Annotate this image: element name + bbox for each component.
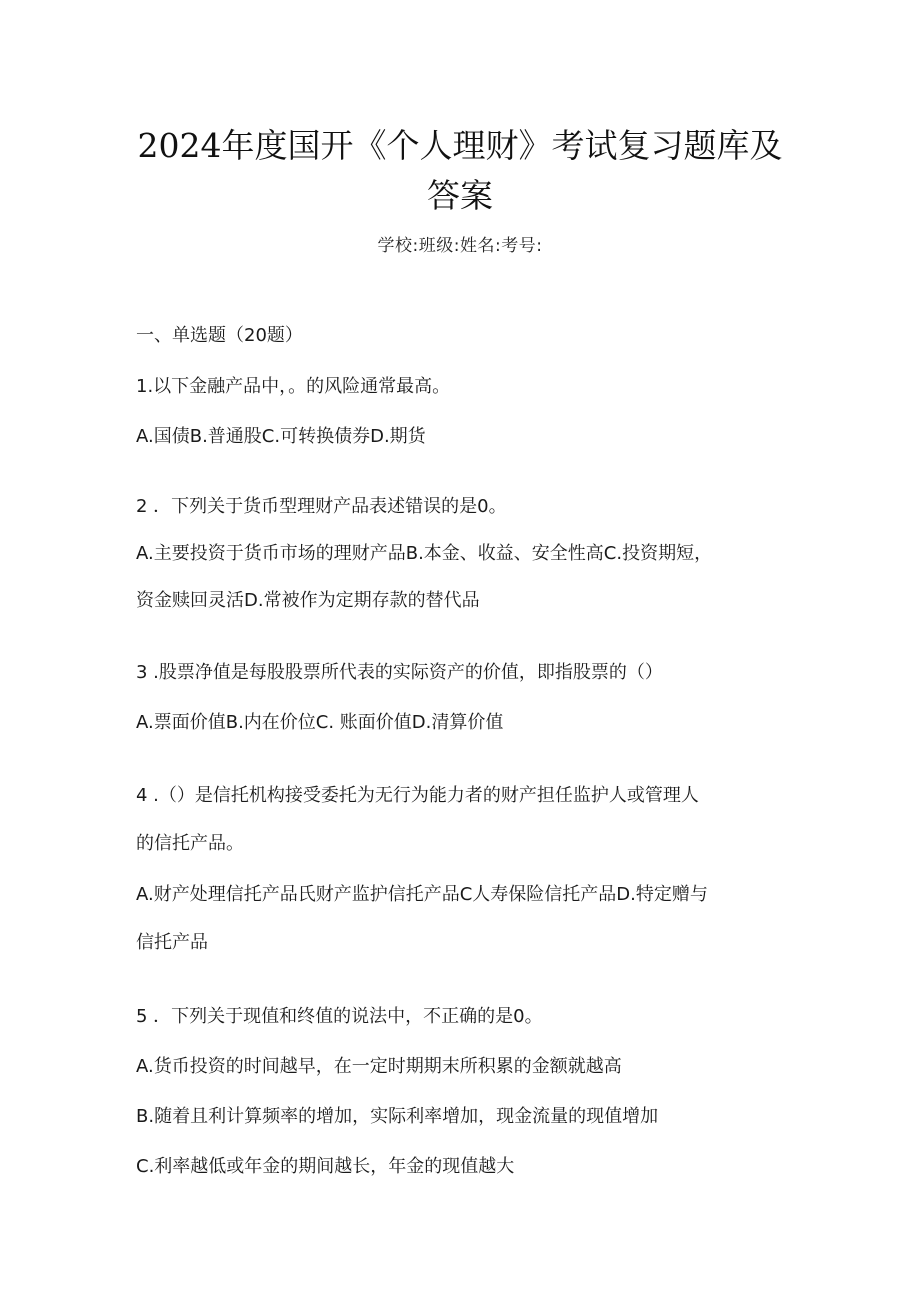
question-3-options: A.票面价值B.内在价位C. 账面价值D.清算价值 [136, 712, 504, 733]
question-5-option-a: A.货币投资的时间越早，在一定时期期末所积累的金额就越高 [136, 1056, 622, 1077]
question-2-options-line-2: 资金赎回灵活D.常被作为定期存款的替代品 [136, 590, 480, 611]
question-4-stem-line-1: 4 .（）是信托机构接受委托为无行为能力者的财产担任监护人或管理人 [136, 785, 699, 806]
question-5-option-c: C.利率越低或年金的期间越长，年金的现值越大 [136, 1156, 515, 1177]
question-2-stem: 2 ．下列关于货币型理财产品表述错误的是0。 [136, 496, 507, 517]
student-info-line: 学校:班级:姓名:考号: [377, 236, 543, 256]
document-title-line-1: 2024年度国开《个人理财》考试复习题库及 [137, 126, 783, 165]
document-title-line-2: 答案 [427, 176, 493, 215]
question-4-options-line-1: A.财产处理信托产品氏财产监护信托产品C人寿保险信托产品D.特定赠与 [136, 884, 708, 905]
question-5-option-b: B.随着且利计算频率的增加，实际利率增加，现金流量的现值增加 [136, 1106, 659, 1127]
question-4-options-line-2: 信托产品 [136, 932, 208, 953]
question-4-stem-line-2: 的信托产品。 [136, 833, 244, 854]
question-1-stem: 1.以下金融产品中，。的风险通常最高。 [136, 376, 451, 397]
question-1-options: A.国债B.普通股C.可转换债券D.期货 [136, 426, 426, 447]
question-5-stem: 5 ．下列关于现值和终值的说法中，不正确的是0。 [136, 1006, 543, 1027]
question-2-options-line-1: A.主要投资于货币市场的理财产品B.本金、收益、安全性高C.投资期短， [136, 543, 713, 564]
section-heading: 一、单选题（20题） [136, 325, 303, 346]
question-3-stem: 3 .股票净值是每股股票所代表的实际资产的价值，即指股票的（） [136, 662, 663, 683]
